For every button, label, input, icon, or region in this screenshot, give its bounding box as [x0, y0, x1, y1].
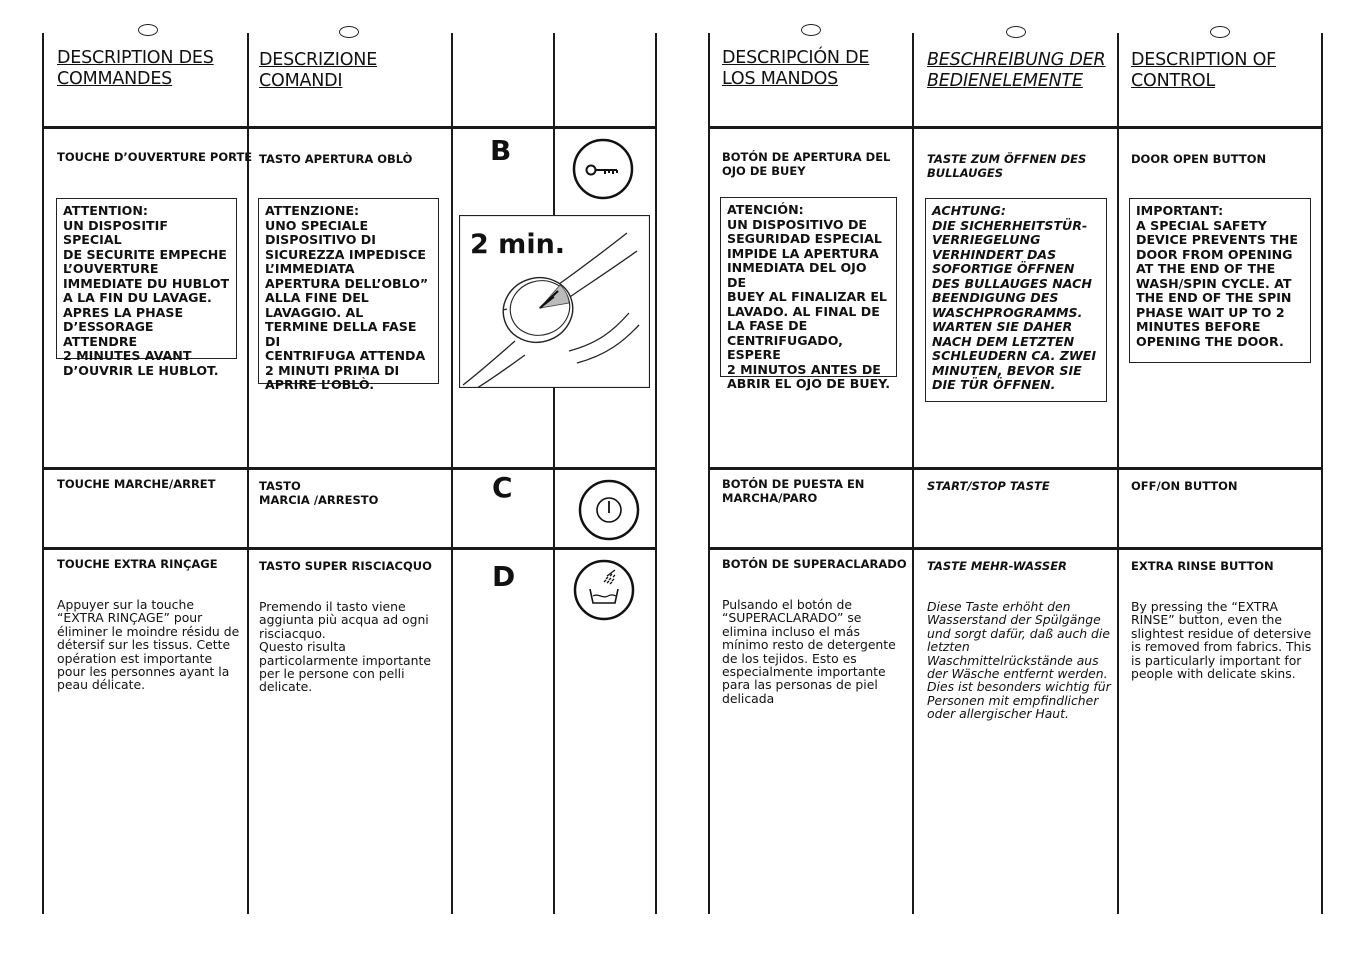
language-flag-de	[1006, 26, 1026, 38]
right-page-border-left	[708, 33, 710, 914]
left-row-divider-header	[42, 126, 656, 129]
door-warning-es: ATENCIÓN: UN DISPOSITIVO DE SEGURIDAD ESPECIAL IMPIDE LA APERTURA INMEDIATA DEL OJO DE BUEY AL FINALIZAR EL LAVADO. AL FINAL DE LA FASE DE CENTRIFUGADO, ESPERE 2 MINUTOS ANTES DE ABRIR EL OJO DE BUEY.	[720, 197, 897, 377]
rinse-label-fr: TOUCHE EXTRA RINÇAGE	[57, 557, 218, 571]
door-label-en: DOOR OPEN BUTTON	[1131, 152, 1267, 166]
rinse-text-it: Premendo il tasto viene aggiunta più acqua ad ogni risciacquo. Questo risulta particolarmente importante per le persone con pelli delicate.	[259, 599, 431, 695]
door-label-fr: TOUCHE D’OUVERTURE PORTE	[57, 150, 253, 164]
rinse-text-de: Diese Taste erhöht den Wasserstand der Spülgänge und sorgt dafür, daß auch die letzten Waschmittelrückstände aus der Wäsche entfernt werden. Dies ist besonders wichtig für Personen mit empfindlicher oder allergischer Haut.	[927, 599, 1111, 722]
left-row-divider-start	[42, 547, 656, 550]
header-it: DESCRIZIONE COMANDI	[259, 50, 378, 91]
marker-c: C	[492, 471, 513, 504]
left-col-divider-1	[247, 33, 249, 914]
door-warning-en: IMPORTANT: A SPECIAL SAFETY DEVICE PREVENTS THE DOOR FROM OPENING AT THE END OF THE WASH/SPIN CYCLE. AT THE END OF THE SPIN PHASE WAIT UP TO 2 MINUTES BEFORE OPENING THE DOOR.	[1129, 198, 1311, 363]
left-col-divider-2	[451, 33, 453, 914]
power-icon	[578, 479, 640, 545]
rinse-text-fr: Appuyer sur la touche “EXTRA RINÇAGE” pour éliminer le moindre résidu de détersif sur les tissus. Cette opération est importante pour les personnes ayant la peau délicate.	[57, 597, 240, 693]
door-label-it: TASTO APERTURA OBLÒ	[259, 152, 413, 166]
door-label-de: TASTE ZUM ÖFFNEN DES BULLAUGES	[927, 152, 1087, 180]
right-row-divider-start	[708, 547, 1323, 550]
rinse-label-it: TASTO SUPER RISCIACQUO	[259, 559, 432, 573]
left-page-border-left	[42, 33, 44, 914]
language-flag-es	[801, 24, 821, 36]
right-col-divider-1	[912, 33, 914, 914]
header-de: BESCHREIBUNG DER BEDIENELEMENTE	[927, 50, 1106, 91]
timer-text: 2 min.	[470, 229, 566, 260]
left-page-border-right	[655, 33, 657, 914]
marker-b: B	[490, 134, 512, 167]
header-fr: DESCRIPTION DES COMMANDES	[57, 48, 214, 89]
right-row-divider-header	[708, 126, 1323, 129]
extra-rinse-icon	[573, 559, 635, 625]
right-col-divider-2	[1117, 33, 1119, 914]
language-flag-fr	[138, 24, 158, 36]
right-row-divider-door	[708, 467, 1323, 470]
rinse-text-es: Pulsando el botón de “SUPERACLARADO” se elimina incluso el más mínimo resto de detergente de los tejidos. Esto es especialmente importante para las personas de piel delicada	[722, 597, 896, 706]
start-label-fr: TOUCHE MARCHE/ARRET	[57, 477, 216, 491]
door-label-es: BOTÓN DE APERTURA DEL OJO DE BUEY	[722, 150, 891, 178]
left-col-divider-3	[553, 33, 555, 914]
rinse-label-en: EXTRA RINSE BUTTON	[1131, 559, 1274, 573]
marker-d: D	[492, 560, 516, 593]
door-warning-fr: ATTENTION: UN DISPOSITIF SPECIAL DE SECURITE EMPECHE L’OUVERTURE IMMEDIATE DU HUBLOT A LA FIN DU LAVAGE. APRES LA PHASE D’ESSORAGE ATTENDRE 2 MINUTES AVANT D’OUVRIR LE HUBLOT.	[56, 198, 237, 359]
header-en: DESCRIPTION OF CONTROL	[1131, 50, 1277, 91]
key-icon	[572, 138, 634, 204]
header-es: DESCRIPCIÓN DE LOS MANDOS	[722, 48, 870, 89]
door-warning-de: ACHTUNG: DIE SICHERHEITSTÜR- VERRIEGELUNG VERHINDERT DAS SOFORTIGE ÖFFNEN DES BULLAUGES NACH BEENDIGUNG DES WASCHPROGRAMMS. WARTEN SIE DAHER NACH DEM LETZTEN SCHLEUDERN CA. ZWEI MINUTEN, BEVOR SIE DIE TÜR ÖFFNEN.	[925, 198, 1107, 402]
door-warning-it: ATTENZIONE: UNO SPECIALE DISPOSITIVO DI SICUREZZA IMPEDISCE L’IMMEDIATA APERTURA DELL’OBLO” ALLA FINE DEL LAVAGGIO. AL TERMINE DELLA FASE DI CENTRIFUGA ATTENDA 2 MINUTI PRIMA DI APRIRE L’OBLÒ.	[258, 198, 439, 384]
language-flag-it	[339, 26, 359, 38]
start-label-de: START/STOP TASTE	[927, 479, 1050, 493]
right-page-border-right	[1321, 33, 1323, 914]
rinse-label-es: BOTÓN DE SUPERACLARADO	[722, 557, 907, 571]
language-flag-en	[1210, 26, 1230, 38]
start-label-it: TASTO MARCIA /ARRESTO	[259, 479, 379, 507]
start-label-es: BOTÓN DE PUESTA EN MARCHA/PARO	[722, 477, 865, 505]
start-label-en: OFF/ON BUTTON	[1131, 479, 1238, 493]
left-row-divider-door	[42, 467, 656, 470]
rinse-text-en: By pressing the “EXTRA RINSE” button, even the slightest residue of detersive is removed from fabrics. This is particularly important for people with delicate skins.	[1131, 599, 1312, 682]
rinse-label-de: TASTE MEHR-WASSER	[927, 559, 1067, 573]
